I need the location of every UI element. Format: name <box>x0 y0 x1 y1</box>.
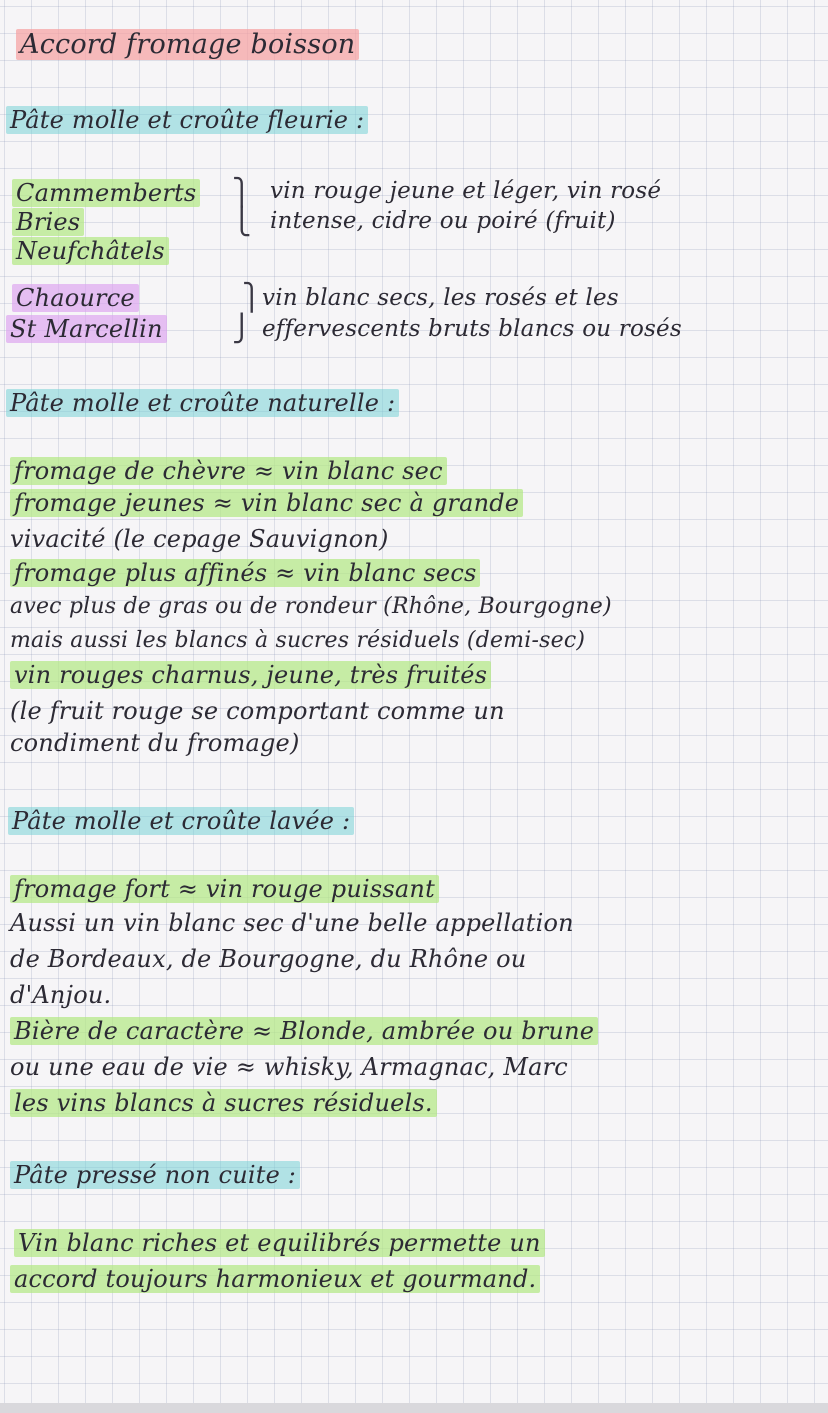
brace-group-2: ⎫ <box>242 283 262 313</box>
naturelle-line-4: fromage plus affinés ≈ vin blanc secs <box>10 558 480 588</box>
section-heading-fleurie: Pâte molle et croûte fleurie : <box>6 105 368 135</box>
lavee-line-2: Aussi un vin blanc sec d'une belle appellation <box>10 909 574 937</box>
cheese-neufchatels: Neufchâtels <box>12 236 169 266</box>
lavee-line-4: d'Anjou. <box>10 981 112 1009</box>
naturelle-line-5: avec plus de gras ou de rondeur (Rhône, Bourgogne) <box>10 594 612 619</box>
lavee-line-5: Bière de caractère ≈ Blonde, ambrée ou brune <box>10 1016 598 1046</box>
lavee-line-1: fromage fort ≈ vin rouge puissant <box>10 874 439 904</box>
brace-group-1b: ⎩ <box>232 207 252 237</box>
pairing-2-line-1: vin blanc secs, les rosés et les <box>262 285 619 311</box>
pairing-1-line-1: vin rouge jeune et léger, vin rosé <box>270 178 662 204</box>
pressee-line-1: Vin blanc riches et equilibrés permette un <box>14 1228 545 1258</box>
section-heading-lavee: Pâte molle et croûte lavée : <box>8 806 354 836</box>
cheese-chaource: Chaource <box>12 283 139 313</box>
cheese-st-marcellin: St Marcellin <box>6 314 167 344</box>
pressee-line-2: accord toujours harmonieux et gourmand. <box>10 1264 540 1294</box>
naturelle-line-3: vivacité (le cepage Sauvignon) <box>10 525 389 553</box>
page-bottom-edge <box>0 1403 828 1413</box>
naturelle-line-6: mais aussi les blancs à sucres résiduels (demi-sec) <box>10 628 586 653</box>
section-heading-naturelle: Pâte molle et croûte naturelle : <box>6 388 399 418</box>
cheese-cammemberts: Cammemberts <box>12 178 200 208</box>
naturelle-line-1: fromage de chèvre ≈ vin blanc sec <box>10 456 447 486</box>
lavee-line-7: les vins blancs à sucres résiduels. <box>10 1088 437 1118</box>
brace-group-1: ⎫ <box>232 178 252 208</box>
lavee-line-3: de Bordeaux, de Bourgogne, du Rhône ou <box>10 945 527 973</box>
naturelle-line-8: (le fruit rouge se comportant comme un <box>10 697 505 725</box>
section-heading-pressee: Pâte pressé non cuite : <box>10 1160 300 1190</box>
cheese-bries: Bries <box>12 207 84 237</box>
page-title: Accord fromage boisson <box>16 30 359 60</box>
brace-group-2b: ⎭ <box>232 314 252 344</box>
naturelle-line-2: fromage jeunes ≈ vin blanc sec à grande <box>10 488 523 518</box>
pairing-1-line-2: intense, cidre ou poiré (fruit) <box>270 208 616 234</box>
naturelle-line-7: vin rouges charnus, jeune, très fruités <box>10 660 491 690</box>
pairing-2-line-2: effervescents bruts blancs ou rosés <box>262 316 682 342</box>
naturelle-line-9: condiment du fromage) <box>10 729 300 757</box>
lavee-line-6: ou une eau de vie ≈ whisky, Armagnac, Marc <box>10 1053 568 1081</box>
